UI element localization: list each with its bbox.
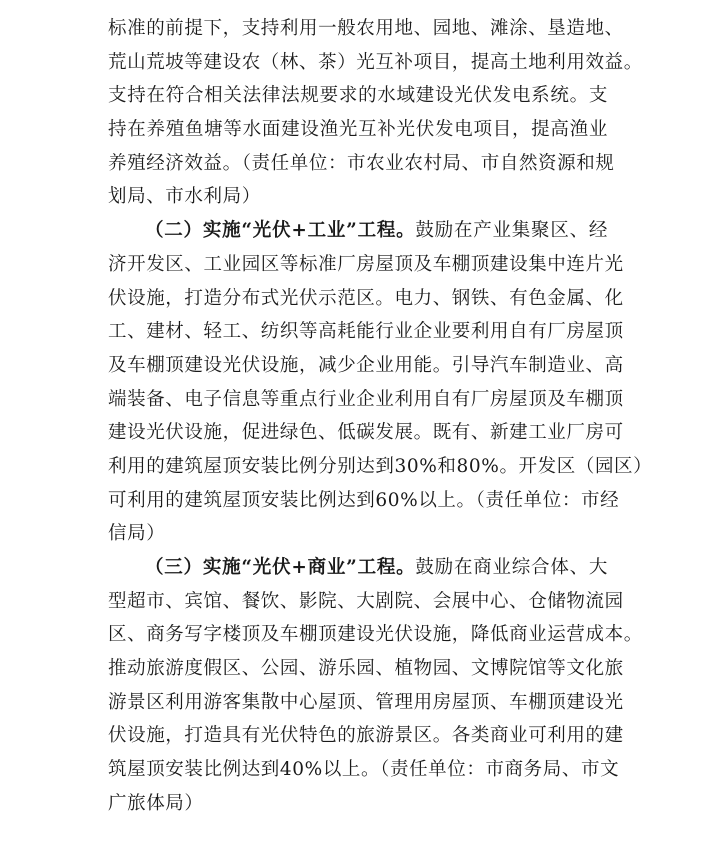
text-line: 济开发区、工业园区等标准厂房屋顶及车棚顶建设集中连片光 <box>108 253 624 275</box>
text-line: 推动旅游度假区、公园、游乐园、植物园、文博院馆等文化旅 <box>108 658 624 680</box>
section-text: 鼓励在产业集聚区、经 <box>415 220 608 242</box>
text-line: 荒山荒坡等建设农（林、茶）光互补项目，提高土地利用效益。 <box>108 51 643 73</box>
text-line: 及车棚顶建设光伏设施，减少企业用能。引导汽车制造业、高 <box>108 354 624 376</box>
text-line: 筑屋顶安装比例达到40%以上。（责任单位：市商务局、市文 <box>108 759 620 781</box>
section-first-line <box>108 551 608 585</box>
text-line: 持在养殖鱼塘等水面建设渔光互补光伏发电项目，提高渔业 <box>108 119 608 141</box>
section-heading: （二）实施“光伏+工业”工程。 <box>145 220 416 242</box>
section-pv-commerce <box>108 551 643 821</box>
text-line: 建设光伏设施，促进绿色、低碳发展。既有、新建工业厂房可 <box>108 422 624 444</box>
text-line: 信局） <box>108 523 166 545</box>
text-line: 工、建材、轻工、纺织等高耗能行业企业要利用自有厂房屋顶 <box>108 321 624 343</box>
text-line: 区、商务写字楼顶及车棚顶建设光伏设施，降低商业运营成本。 <box>108 624 643 646</box>
text-line: 型超市、宾馆、餐饮、影院、大剧院、会展中心、仓储物流园 <box>108 590 624 612</box>
text-line: 支持在符合相关法律法规要求的水域建设光伏发电系统。支 <box>108 85 608 107</box>
text-line: 可利用的建筑屋顶安装比例达到60%以上。（责任单位：市经 <box>108 489 620 511</box>
document-page <box>108 12 653 821</box>
text-line: 伏设施，打造分布式光伏示范区。电力、钢铁、有色金属、化 <box>108 287 624 309</box>
section-text: 鼓励在商业综合体、大 <box>415 557 608 578</box>
text-line: 划局、市水利局） <box>108 186 261 208</box>
section-first-line <box>108 214 608 248</box>
text-line: 端装备、电子信息等重点行业企业利用自有厂房屋顶及车棚顶 <box>108 388 624 410</box>
text-line: 标准的前提下，支持利用一般农用地、园地、滩涂、垦造地、 <box>108 18 624 39</box>
text-line: 广旅体局） <box>108 792 204 814</box>
text-line: 养殖经济效益。（责任单位：市农业农村局、市自然资源和规 <box>108 152 615 174</box>
text-line: 利用的建筑屋顶安装比例分别达到30%和80%。开发区（园区） <box>108 455 653 477</box>
section-pv-industry <box>108 214 653 551</box>
text-line: 伏设施，打造具有光伏特色的旅游景区。各类商业可利用的建 <box>108 725 624 747</box>
section-heading: （三）实施“光伏+商业”工程。 <box>145 557 416 578</box>
paragraph-farmland-fishery <box>108 12 643 214</box>
text-line: 游景区利用游客集散中心屋顶、管理用房屋顶、车棚顶建设光 <box>108 691 624 713</box>
